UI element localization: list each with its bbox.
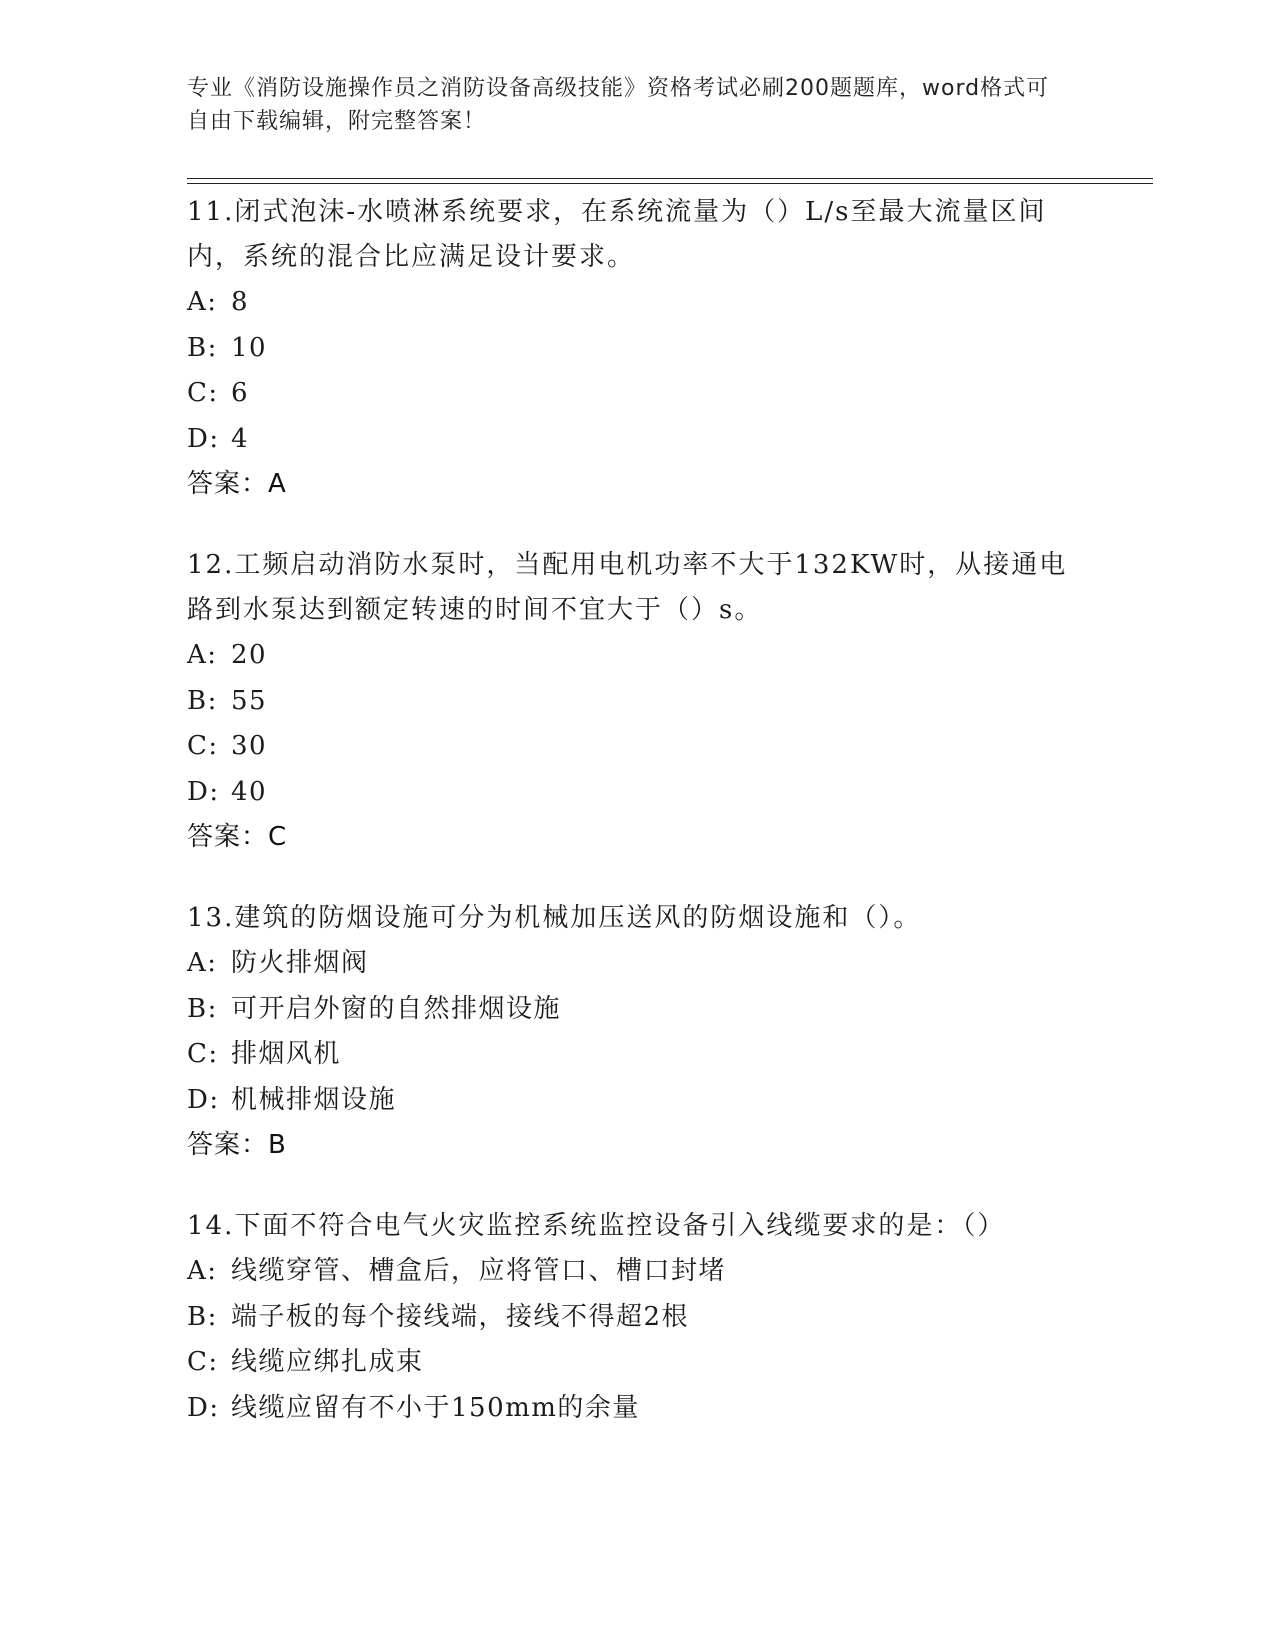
option-b (187, 326, 1087, 372)
option-text: 线缆穿管、槽盒后，应将管口、槽口封堵 (231, 1256, 727, 1286)
header-divider-top (187, 178, 1153, 179)
option-text: 排烟风机 (231, 1039, 342, 1069)
question-list (187, 190, 1087, 1467)
question-14 (187, 1204, 1087, 1431)
answer-label: 答案：C (187, 822, 288, 852)
option-c (187, 1340, 1087, 1386)
option-letter: A: (187, 1256, 218, 1286)
option-letter: C: (187, 731, 219, 761)
option-d (187, 417, 1087, 463)
option-letter: D: (187, 423, 220, 454)
option-a (187, 280, 1087, 326)
option-letter: A: (187, 640, 218, 670)
option-letter: A: (187, 287, 218, 317)
option-c (187, 371, 1087, 417)
option-letter: D: (187, 1392, 220, 1423)
question-13 (187, 896, 1087, 1168)
option-d (187, 1078, 1087, 1124)
option-text: 防火排烟阀 (231, 948, 369, 978)
question-stem: 11.闭式泡沫-水喷淋系统要求，在系统流量为（）L/s至最大流量区间内，系统的混合比应满足设计要求。 (187, 197, 1047, 272)
option-text: 机械排烟设施 (231, 1084, 397, 1115)
option-text: 线缆应留有不小于150mm的余量 (231, 1392, 640, 1423)
option-text: 40 (231, 776, 268, 807)
option-text: 可开启外窗的自然排烟设施 (231, 993, 562, 1024)
option-letter: D: (187, 1084, 220, 1115)
option-text: 端子板的每个接线端，接线不得超2根 (231, 1301, 690, 1332)
document-header: 专业《消防设施操作员之消防设备高级技能》资格考试必刷200题题库，word格式可自由下载编辑，附完整答案！ (187, 76, 1050, 134)
option-letter: D: (187, 776, 220, 807)
option-a (187, 633, 1087, 679)
option-letter: B: (187, 332, 218, 363)
answer-label: 答案：B (187, 1130, 287, 1160)
option-letter: A: (187, 948, 218, 978)
question-12 (187, 543, 1087, 860)
option-text: 8 (231, 287, 250, 317)
answer-label: 答案：A (187, 469, 287, 499)
option-a (187, 1249, 1087, 1295)
option-text: 6 (231, 378, 250, 408)
option-b (187, 987, 1087, 1033)
option-c (187, 1032, 1087, 1078)
option-letter: C: (187, 378, 219, 408)
option-c (187, 724, 1087, 770)
question-stem: 12.工频启动消防水泵时，当配用电机功率不大于132KW时，从接通电路到水泵达到额定转速的时间不宜大于（）s。 (187, 550, 1068, 625)
question-stem: 13.建筑的防烟设施可分为机械加压送风的防烟设施和（）。 (187, 903, 922, 933)
option-letter: B: (187, 685, 218, 716)
option-text: 4 (231, 423, 250, 454)
option-text: 20 (231, 640, 268, 670)
option-text: 55 (231, 685, 268, 716)
option-letter: B: (187, 1301, 218, 1332)
option-b (187, 1295, 1087, 1341)
option-a (187, 941, 1087, 987)
option-letter: C: (187, 1039, 219, 1069)
option-text: 线缆应绑扎成束 (231, 1347, 424, 1377)
question-stem: 14.下面不符合电气火灾监控系统监控设备引入线缆要求的是：（） (187, 1211, 1006, 1241)
option-d (187, 770, 1087, 816)
option-letter: C: (187, 1347, 219, 1377)
option-text: 30 (231, 731, 268, 761)
option-d (187, 1386, 1087, 1432)
option-letter: B: (187, 993, 218, 1024)
option-text: 10 (231, 332, 268, 363)
question-11 (187, 190, 1087, 507)
option-b (187, 679, 1087, 725)
header-divider-bottom (187, 183, 1153, 184)
